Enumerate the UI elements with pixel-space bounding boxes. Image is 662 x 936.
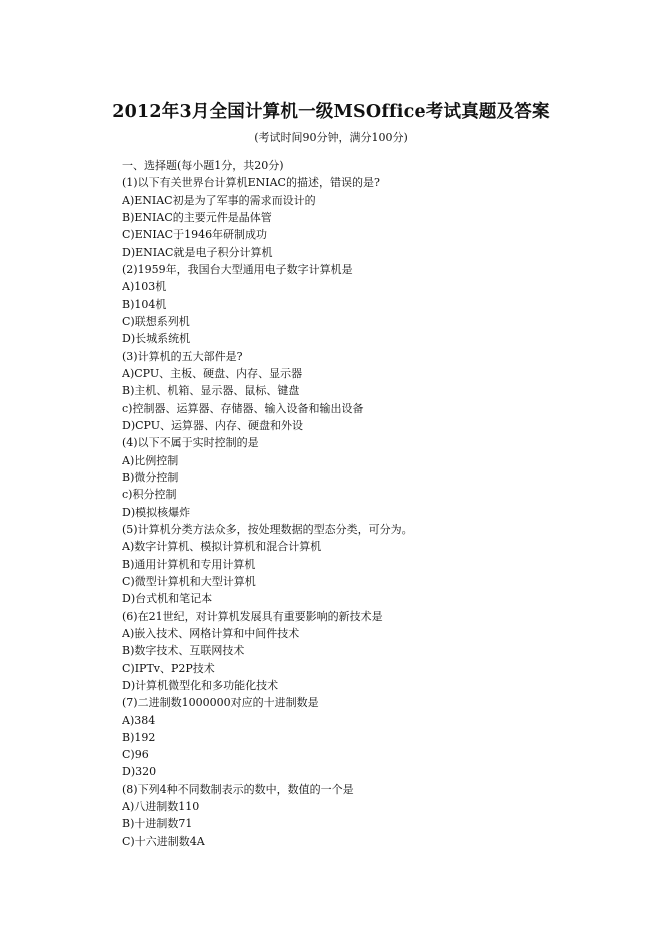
document-line: (8)下列4种不同数制表示的数中，数值的一个是 [122,782,354,796]
document-line: B)微分控制 [122,470,179,484]
document-line: c)积分控制 [122,488,177,502]
document-line: 一、选择题(每小题1分，共20分) [122,159,284,172]
document-line: A)103机 [122,280,167,294]
document-line: C)ENIAC于1946年研制成功 [122,228,268,242]
document-line: D)模拟核爆炸 [122,505,191,519]
document-line: A)384 [122,713,156,727]
document-line: A)ENIAC初是为了军事的需求而设计的 [122,193,316,207]
document-line: D)ENIAC就是电子积分计算机 [122,245,273,259]
document-line: (4)以下不属于实时控制的是 [122,436,259,450]
document-line: D)计算机微型化和多功能化技术 [122,678,279,692]
document-line: C)联想系列机 [122,314,190,328]
document-line: (3)计算机的五大部件是? [122,349,243,363]
document-line: A)比例控制 [122,453,179,467]
document-line: (1)以下有关世界台计算机ENIAC的描述，错误的是? [122,176,380,190]
document-title: 2012年3月全国计算机一级MSOffice考试真题及答案 [112,102,550,122]
document-line: (2)1959年，我国台大型通用电子数字计算机是 [122,262,353,276]
document-subtitle: (考试时间90分钟，满分100分) [254,131,408,144]
document-line: B)十进制数71 [122,817,193,831]
document-line: B)192 [122,730,156,744]
document-line: B)通用计算机和专用计算机 [122,557,256,571]
document-line: C)IPTv、P2P技术 [122,661,215,675]
document-line: B)ENIAC的主要元件是晶体管 [122,210,272,224]
document-line: B)主机、机箱、显示器、鼠标、键盘 [122,384,300,398]
document-line: c)控制器、运算器、存储器、输入设备和输出设备 [122,401,364,415]
document-line: (5)计算机分类方法众多，按处理数据的型态分类，可分为。 [122,522,413,536]
document-line: B)数字技术、互联网技术 [122,644,245,658]
document-line: B)104机 [122,297,167,311]
document-line: D)长城系统机 [122,332,191,346]
document-line: (7)二进制数1000000对应的十进制数是 [122,696,319,710]
document-line: D)320 [122,765,157,779]
document-line: A)嵌入技术、网格计算和中间件技术 [122,626,300,640]
document-line: D)CPU、运算器、内存、硬盘和外设 [122,418,304,432]
document-line: A)数字计算机、模拟计算机和混合计算机 [122,540,322,554]
document-line: C)十六进制数4A [122,834,205,848]
document-line: (6)在21世纪，对计算机发展具有重要影响的新技术是 [122,609,383,623]
document-line: D)台式机和笔记本 [122,592,213,606]
document-line: C)96 [122,748,149,762]
document-line: A)八进制数110 [122,800,200,814]
document-line: A)CPU、主板、硬盘、内存、显示器 [122,366,303,380]
document-line: C)微型计算机和大型计算机 [122,574,256,588]
question-list [122,157,642,850]
